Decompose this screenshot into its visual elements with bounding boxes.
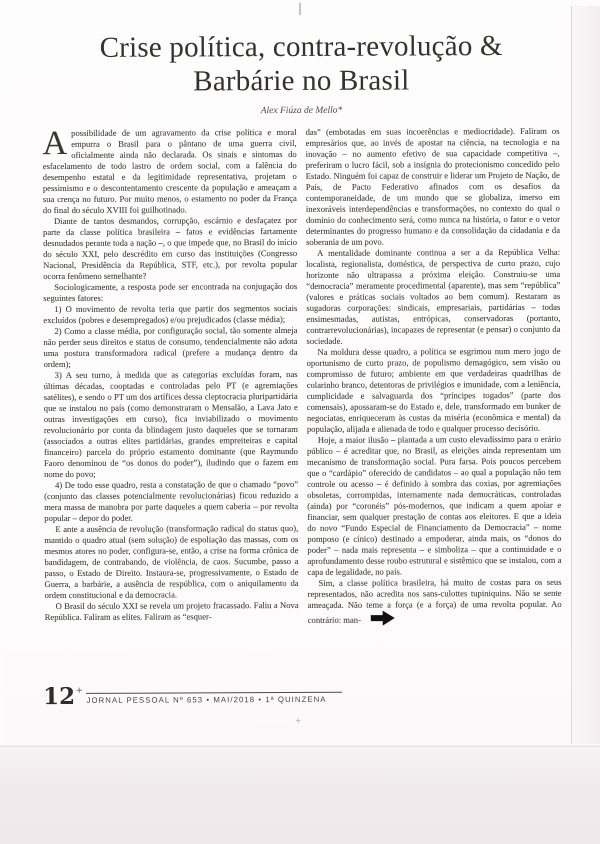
crop-mark-bottom-icon: + (295, 715, 302, 727)
journal-issue-line: JORNAL PESSOAL Nº 653 • MAI/2018 • 1ª QUINZENA (86, 694, 327, 705)
paragraph: 1) O movimento de revolta teria que partir dos segmentos sociais excluídos (pobres e desempregados) e/ou prejudicados (classe média); (43, 302, 298, 326)
right-column (306, 126, 562, 626)
paragraph: Hoje, a maior ilusão – plantada a um custo elevadíssimo para o erário público – é acreditar que, no Brasil, as eleições ainda representam um mecanismo de transformação social. Pura farsa. Pois poucos percebem que o “cardápio” oferecido de candidatos – ao qual a população não tem controle ou acesso – é definido à sombra das coxias, por agremiações obsoletas, corrompidas, internamente nada democráticas, controladas (ainda) por “coronéis” pós-modernos, que indicam a quem apoiar e financiar, sem qualquer prestação de contas aos eleitores. E que a ideia do novo “Fundo Especial de Financiamento da Democracia” – nome pomposo (e cínico) destinado a empoderar, ainda mais, os “donos do poder” – nada mais representa – e simboliza – que a continuidade e o aprofundamento desse roubo estrutural e sistêmico que se instalou, com a capa de legalidade, no país. (306, 433, 562, 577)
crop-mark-plus-icon: + (76, 684, 83, 697)
page-number: 12 (42, 682, 76, 711)
paragraph-text: possibilidade de um agravamento da crise política e moral empurra o Brasil para o pântano de uma guerra civil, oficialmente ainda não declarada. Os sinais e sintomas do esfacelamento de todo lastro de ordem social, com a falência do desempenho estatal e da legitimidade representativa, projetam o pessimismo e o descontentamento crescente da população e ameaçam a sua crença no futuro. Por muito menos, o estamento no poder da França do final do século XVIII foi guilhotinado. (42, 126, 297, 216)
paragraph: das” (embotadas em suas incoerências e mediocridade). Faliram os empresários que, ao invés de apostar na ciência, na tecnologia e na inovação – no aumento efetivo de sua capacidade competitiva –, preferiram o lucro fácil, sob a insígnia do protecionismo concedido pelo Estado. Ninguém foi capaz de construir e liderar um Projeto de Nação, de País, de Pacto Federativo afinados com os desafios da contemporaneidade, de um mundo que se globaliza, imerso em inexoráveis interdependências e transformações, no contexto do qual o domínio do conhecimento será, como nunca na história, o fator e o vetor determinantes do progresso humano e da consolidação da cidadania e da soberania de um povo. (305, 125, 561, 247)
paragraph: 4) De todo esse quadro, resta a constatação de que o chamado “povo” (conjunto das classes potencialmente revolucionárias) ficou reduzido a mera massa de manobra por parte daqueles a quem caberia – por revolta popular – depor do poder. (44, 478, 299, 524)
article-byline: Alex Fiúza de Mello* (260, 105, 343, 117)
paragraph (42, 124, 297, 216)
drop-cap: A (42, 124, 68, 163)
paragraph: O Brasil do século XXI se revela um projeto fracassado. Faliu a Nova República. Faliram as elites. Faliram as “esquer- (44, 599, 299, 623)
article-body (43, 126, 562, 627)
paragraph: 3) A seu turno, à medida que as categorias excluídas foram, nas últimas décadas, cooptadas e controladas pelo PT (e agremiações satélites), e sendo o PT um dos artífices dessa cleptocracia pluripartidária que se instalou no país (como demonstraram o Mensalão, a Lava Jato e outras investigações em curso), fica inviabilizado o movimento revolucionário por conta da blindagem justo daqueles que se tornaram (associados a outras elites partidárias, grandes empreiteiras e capital financeiro) parcela do próprio estamento dominante (que Raymundo Faoro denominou de “os donos do poder”), iludindo que o fazem em nome do povo; (43, 368, 299, 480)
paragraph: A mentalidade dominante continua a ser a da República Velha: localista, regionalista, doméstica, de perspectiva de curto prazo, cujo horizonte não ultrapassa a próxima eleição. Construiu-se uma “democracia” meramente procedimental (aparente), mas sem “república” (valores e práticas sociais voltados ao bem comum). Restaram as sugadoras corporações: sindicais, empresariais, partidárias – todas ensimesmadas, autistas, entrópicas, conservadoras (portanto, contrarrevolucionárias), incapazes de representar (e pensar) o conjunto da sociedade. (306, 246, 561, 346)
paragraph: Diante de tantos desmandos, corrupção, escárnio e desfaçatez por parte da classe política brasileira – fatos e evidências fartamente desnudados perante toda a nação –, o que impede que, no Brasil do início do século XXI, pelo descrédito em curso das instituições (Congresso Nacional, Presidência da República, STF, etc.), por revolta popular ocorra fenômeno semelhante? (42, 214, 298, 282)
page-edge-shadow (571, 6, 600, 746)
left-column (42, 124, 299, 627)
crop-mark-top-icon (299, 3, 301, 15)
journal-info-block (86, 692, 342, 705)
paragraph: Sociologicamente, a resposta pode ser encontrada na conjugação dos seguintes fatores: (43, 280, 298, 304)
article-title: Crise política, contra-revolução & Barbárie no Brasil (99, 30, 503, 98)
paragraph (308, 577, 562, 626)
page-footer (43, 683, 373, 710)
paragraph: E ante a ausência de revolução (transformação radical do status quo), mantido o quadro atual (sem solução) de espoliação das massas, com os mesmos atores no poder, configura-se, então, a crise na forma crônica de bandidagem, de contrabando, de violência, de caos. Sucumbe, passo a passo, o Estado de Direito. Instaura-se, progressivamente, o Estado de Guerra, a barbárie, a ausência de respública, com o aniquilamento da ordem constitucional e da democracia. (44, 522, 299, 601)
paragraph: 2) Como a classe média, por configuração social, tão somente almeja não perder seus direitos e status de consumo, tendencialmente não adota uma postura transformadora radical (prefere a mudança dentro da ordem); (43, 324, 298, 370)
scanner-background (0, 747, 600, 844)
paragraph: Na moldura desse quadro, a política se esgrimou num mero jogo de oportunismo de curto prazo, de populismo demagógico, sem visão ou compromisso de futuro; ambiente em que verdadeiras quadrilhas de colarinho branco, detentoras de privilégios e imunidade, com a leniência, cumplicidade e salvaguarda dos “príncipes togados” (parte dos comensais), apossaram-se do Estado e, dele, transformado em bunker de negociatas, enriqueceram às custas da miséria (econômica e mental) da população, alijada e alienada de todo e qualquer processo decisório. (306, 345, 561, 434)
paragraph-text: Sim, a classe política brasileira, há muito de costas para os seus representados, não acredita nos sans-culottes tupiniquins. Não se sente ameaçada. Não teme a força (e a força) de uma revolta popular. Ao contrário: man- (307, 576, 562, 625)
continued-arrow-icon (371, 611, 395, 626)
